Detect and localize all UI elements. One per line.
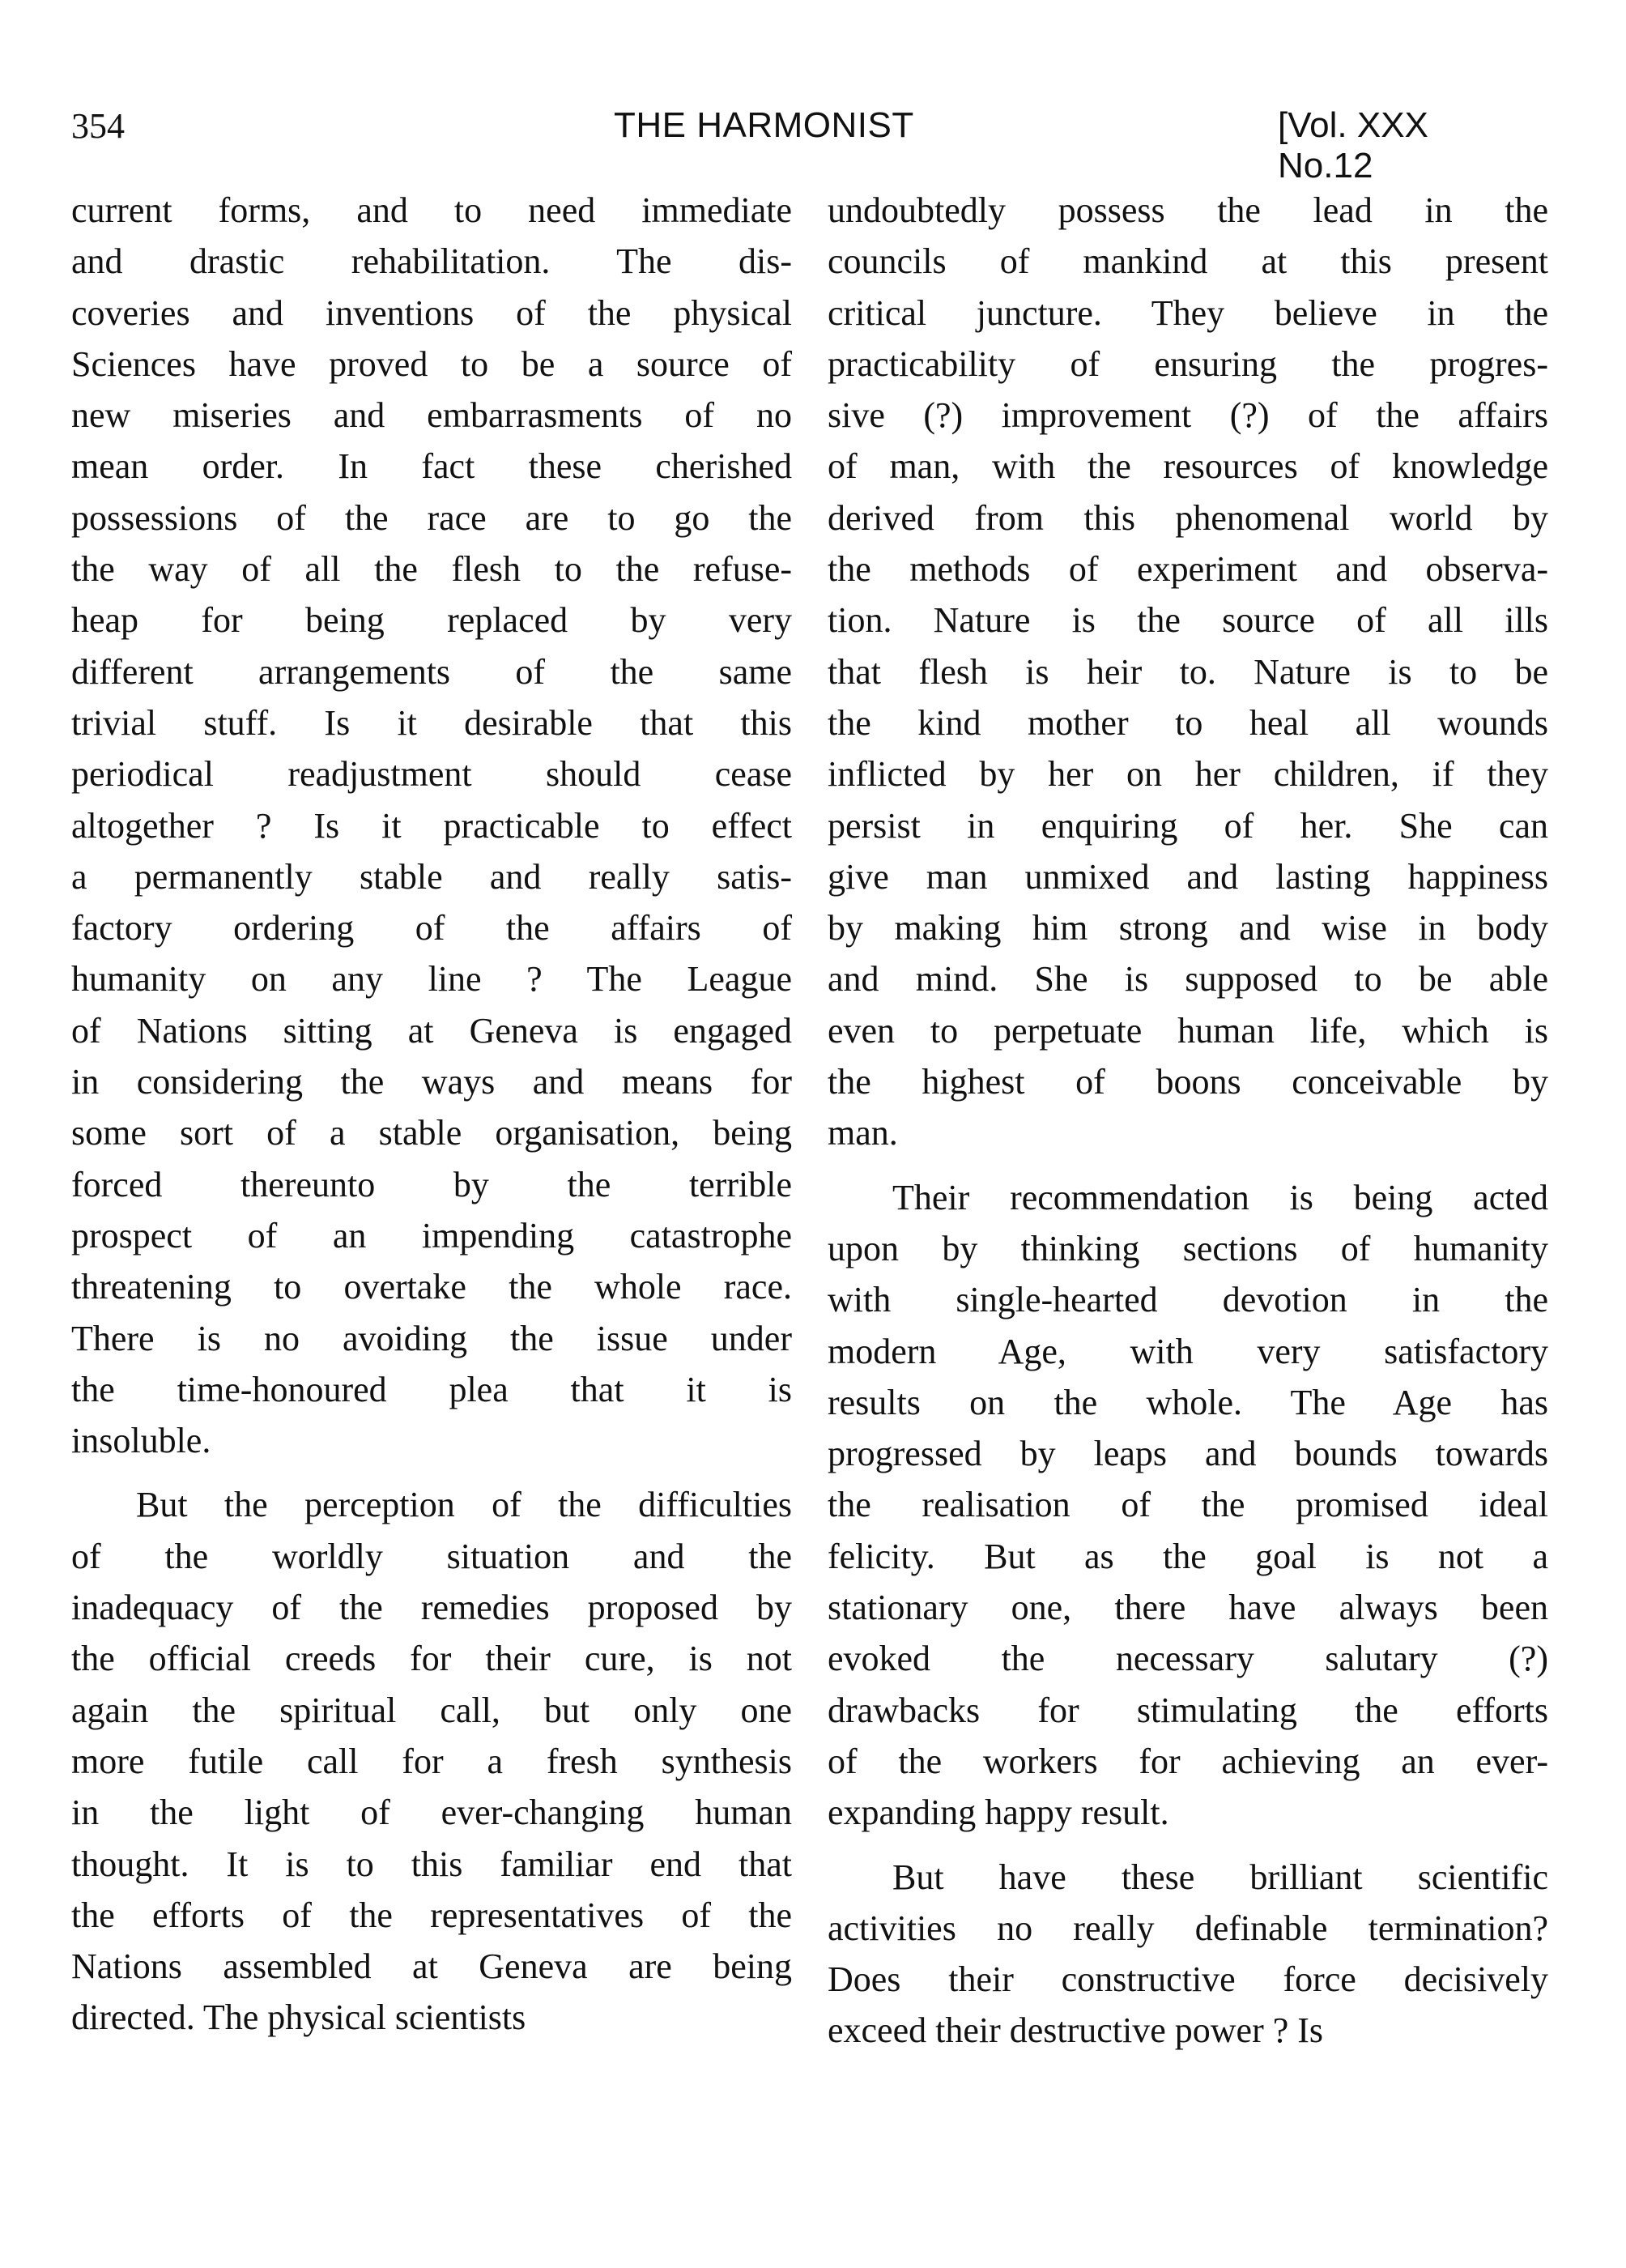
text-line: of the workers for achieving an ever- <box>828 1741 1548 1781</box>
text-line: humanity on any line ? The League <box>71 959 792 1000</box>
text-line: with single-hearted devotion in the <box>828 1280 1548 1320</box>
text-line: the way of all the flesh to the refuse- <box>71 549 792 590</box>
text-line: some sort of a stable organisation, being <box>71 1113 792 1153</box>
text-line: Their recommendation is being acted <box>892 1177 1548 1217</box>
text-line: in the light of ever-changing human <box>71 1793 792 1833</box>
page-number: 354 <box>71 106 125 146</box>
text-line: inadequacy of the remedies proposed by <box>71 1588 792 1628</box>
text-line: thought. It is to this familiar end that <box>71 1844 792 1884</box>
text-line: in considering the ways and means for <box>71 1062 792 1102</box>
text-line: evoked the necessary salutary (?) <box>828 1639 1548 1679</box>
text-line: and mind. She is supposed to be able <box>828 959 1548 1000</box>
text-line: councils of mankind at this present <box>828 241 1548 282</box>
text-line: the efforts of the representatives of the <box>71 1895 792 1935</box>
text-line: that flesh is heir to. Nature is to be <box>828 651 1548 692</box>
text-line: undoubtedly possess the lead in the <box>828 190 1548 230</box>
text-line: the kind mother to heal all wounds <box>828 702 1548 743</box>
left-column <box>71 185 792 2057</box>
text-line: prospect of an impending catastrophe <box>71 1215 792 1256</box>
issue-reference: [Vol. XXX No.12 <box>1278 105 1428 185</box>
text-line: the realisation of the promised ideal <box>828 1485 1548 1525</box>
text-line: even to perpetuate human life, which is <box>828 1010 1548 1051</box>
text-line: man. <box>828 1113 898 1153</box>
text-line: felicity. But as the goal is not a <box>828 1536 1548 1576</box>
right-column <box>828 185 1548 2070</box>
paragraph <box>828 1172 1548 1839</box>
text-line: forced thereunto by the terrible <box>71 1164 792 1204</box>
text-line: Nations assembled at Geneva are being <box>71 1946 792 1987</box>
text-line: give man unmixed and lasting happiness <box>828 856 1548 897</box>
text-line: altogether ? Is it practicable to effect <box>71 805 792 846</box>
text-line: mean order. In fact these cherished <box>71 446 792 487</box>
text-line: progressed by leaps and bounds towards <box>828 1434 1548 1474</box>
text-line: Does their constructive force decisively <box>828 1959 1548 2000</box>
text-line: the official creeds for their cure, is not <box>71 1639 792 1679</box>
page-header <box>71 105 1529 185</box>
text-line: But have these brilliant scientific <box>892 1857 1548 1897</box>
text-line: inflicted by her on her children, if they <box>828 754 1548 795</box>
text-line: modern Age, with very satisfactory <box>828 1331 1548 1371</box>
text-line: persist in enquiring of her. She can <box>828 805 1548 846</box>
text-line: insoluble. <box>71 1421 211 1461</box>
text-line: trivial stuff. Is it desirable that this <box>71 702 792 743</box>
text-line: coveries and inventions of the physical <box>71 292 792 333</box>
text-line: exceed their destructive power ? Is <box>828 2010 1324 2051</box>
text-line: different arrangements of the same <box>71 651 792 692</box>
text-line: stationary one, there have always been <box>828 1588 1548 1628</box>
text-line: factory ordering of the affairs of <box>71 908 792 949</box>
text-line: upon by thinking sections of humanity <box>828 1228 1548 1268</box>
text-line: again the spiritual call, but only one <box>71 1690 792 1730</box>
text-line: critical juncture. They believe in the <box>828 292 1548 333</box>
text-line: and drastic rehabilitation. The dis- <box>71 241 792 282</box>
text-line: by making him strong and wise in body <box>828 908 1548 949</box>
running-title: THE HARMONIST <box>614 105 914 145</box>
text-line: drawbacks for stimulating the efforts <box>828 1690 1548 1730</box>
text-line: But the perception of the difficulties <box>136 1485 792 1525</box>
text-line: directed. The physical scientists <box>71 1997 526 2038</box>
paragraph <box>828 185 1548 1159</box>
text-line: Sciences have proved to be a source of <box>71 343 792 384</box>
paragraph <box>71 185 792 1466</box>
paragraph <box>71 1479 792 2043</box>
text-line: the highest of boons conceivable by <box>828 1062 1548 1102</box>
text-line: current forms, and to need immediate <box>71 190 792 230</box>
text-line: more futile call for a fresh synthesis <box>71 1741 792 1781</box>
text-line: expanding happy result. <box>828 1793 1169 1833</box>
text-line: new miseries and embarrasments of no <box>71 395 792 436</box>
text-line: results on the whole. The Age has <box>828 1382 1548 1422</box>
text-line: activities no really definable termination? <box>828 1908 1548 1948</box>
text-line: a permanently stable and really satis- <box>71 856 792 897</box>
text-line: There is no avoiding the issue under <box>71 1318 792 1358</box>
text-line: heap for being replaced by very <box>71 600 792 641</box>
text-line: of Nations sitting at Geneva is engaged <box>71 1010 792 1051</box>
text-line: tion. Nature is the source of all ills <box>828 600 1548 641</box>
text-line: practicability of ensuring the progres- <box>828 343 1548 384</box>
text-line: of the worldly situation and the <box>71 1536 792 1576</box>
paragraph <box>828 1852 1548 2057</box>
text-line: threatening to overtake the whole race. <box>71 1267 792 1307</box>
text-line: derived from this phenomenal world by <box>828 497 1548 538</box>
text-line: the time-honoured plea that it is <box>71 1369 792 1409</box>
text-line: possessions of the race are to go the <box>71 497 792 538</box>
text-line: sive (?) improvement (?) of the affairs <box>828 395 1548 436</box>
text-line: periodical readjustment should cease <box>71 754 792 795</box>
text-line: of man, with the resources of knowledge <box>828 446 1548 487</box>
text-line: the methods of experiment and observa- <box>828 549 1548 590</box>
